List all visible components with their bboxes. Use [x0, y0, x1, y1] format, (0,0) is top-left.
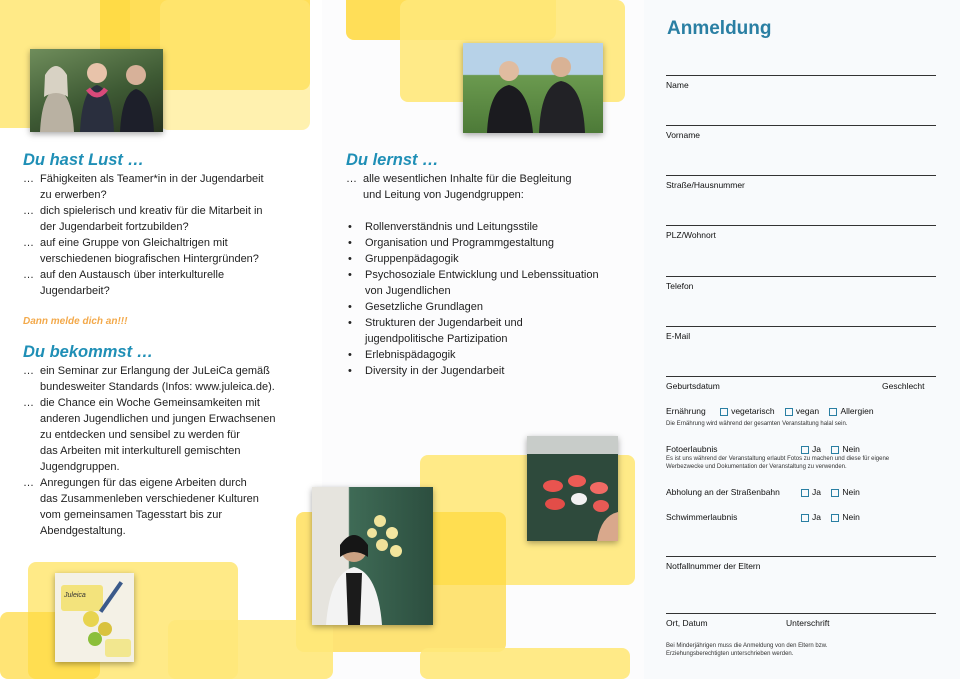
deco-yellow: [168, 620, 333, 679]
list-item: von Jugendlichen: [365, 285, 451, 297]
list-item: Abendgestaltung.: [40, 525, 126, 537]
diet-row: Ernährung vegetarisch vegan Allergien: [666, 406, 874, 416]
pickup-yes-checkbox[interactable]: [801, 489, 809, 497]
heading-du-lernst: Du lernst …: [346, 151, 439, 169]
list-intro: und Leitung von Jugendgruppen:: [363, 189, 524, 201]
vorname-field[interactable]: [666, 125, 936, 126]
list-item: • Erlebnispädagogik: [348, 349, 456, 361]
allergies-checkbox[interactable]: [829, 408, 837, 416]
telefon-label: Telefon: [666, 281, 694, 291]
minor-note: Bei Minderjährigen muss die Anmeldung von den Eltern bzw. Erziehungsberechtigten unterschrieben werden.: [666, 643, 828, 657]
notes-text: Juleica: [64, 592, 86, 599]
cta-anmelden: Dann melde dich an!!!: [23, 316, 128, 327]
vegetarian-checkbox[interactable]: [720, 408, 728, 416]
list-item: … dich spielerisch und kreativ für die Mitarbeit in: [23, 205, 263, 217]
list-item: das Zusammenleben verschiedener Kulturen: [40, 493, 259, 505]
panel-form: [644, 0, 960, 679]
list-item: … auf den Austausch über interkulturelle: [23, 269, 225, 281]
diet-note: Die Ernährung wird während der gesamten Veranstaltung halal sein.: [666, 421, 848, 427]
email-label: E-Mail: [666, 331, 691, 341]
photo-group-women: [30, 49, 163, 132]
list-du-bekommst: [23, 363, 318, 539]
swim-label: Schwimmerlaubnis: [666, 512, 738, 522]
list-item: anderen Jugendlichen und jungen Erwachsenen: [40, 413, 276, 425]
place-date-label: Ort, Datum: [666, 618, 708, 628]
birth-gender-field[interactable]: [666, 376, 936, 377]
photo-yes-checkbox[interactable]: [801, 446, 809, 454]
emergency-field[interactable]: [666, 556, 936, 557]
list-du-lernst: [346, 171, 641, 379]
signature-label: Unterschrift: [786, 618, 830, 628]
name-field[interactable]: [666, 75, 936, 76]
photo-young-men-outdoor: [463, 43, 603, 133]
list-item: jugendpolitische Partizipation: [365, 333, 508, 345]
list-item: verschiedenen biografischen Hintergründen?: [40, 253, 259, 265]
list-item: • Strukturen der Jugendarbeit und: [348, 317, 523, 329]
swim-no-checkbox[interactable]: [831, 514, 839, 522]
photo-no-checkbox[interactable]: [831, 446, 839, 454]
list-item: Jugendarbeit?: [40, 285, 110, 297]
telefon-field[interactable]: [666, 276, 936, 277]
pickup-label: Abholung an der Straßenbahn: [666, 487, 780, 497]
list-item: … die Chance ein Woche Gemeinsamkeiten mit: [23, 397, 260, 409]
photo-permission-label: Fotoerlaubnis: [666, 444, 718, 454]
swim-options: Ja Nein: [793, 512, 860, 522]
photo-permission-options: Ja Nein: [793, 444, 860, 454]
list-item: … Anregungen für das eigene Arbeiten durch: [23, 477, 247, 489]
photo-woman-board: [312, 487, 433, 625]
list-item: • Organisation und Programmgestaltung: [348, 237, 554, 249]
strasse-field[interactable]: [666, 175, 936, 176]
name-label: Name: [666, 80, 689, 90]
heading-du-bekommst: Du bekommst …: [23, 343, 154, 361]
list-item: Jugendgruppen.: [40, 461, 120, 473]
list-item: • Rollenverständnis und Leitungsstile: [348, 221, 539, 233]
birth-label: Geburtsdatum: [666, 381, 720, 391]
plz-wohnort-label: PLZ/Wohnort: [666, 230, 716, 240]
list-item: zu erwerben?: [40, 189, 107, 201]
swim-yes-checkbox[interactable]: [801, 514, 809, 522]
list-item: … Fähigkeiten als Teamer*in in der Jugendarbeit: [23, 173, 264, 185]
heading-du-hast-lust: Du hast Lust …: [23, 151, 145, 169]
list-item: zu entdecken und sensibel zu werden für: [40, 429, 240, 441]
list-item: der Jugendarbeit fortzubilden?: [40, 221, 189, 233]
list-item: • Gesetzliche Grundlagen: [348, 301, 484, 313]
photo-board-dots: [527, 436, 618, 541]
list-du-hast-lust: [23, 171, 318, 299]
emergency-label: Notfallnummer der Eltern: [666, 561, 761, 571]
vorname-label: Vorname: [666, 130, 701, 140]
gender-label: Geschlecht: [882, 381, 925, 391]
email-field[interactable]: [666, 326, 936, 327]
photo-juleica-notes: [55, 573, 134, 662]
list-item: • Psychosoziale Entwicklung und Lebenssituation: [348, 269, 599, 281]
deco-yellow: [160, 0, 310, 130]
list-item: … auf eine Gruppe von Gleichaltrigen mit: [23, 237, 228, 249]
deco-yellow: [420, 648, 630, 679]
list-item: … ein Seminar zur Erlangung der JuLeiCa gemäß: [23, 365, 270, 377]
vegan-checkbox[interactable]: [785, 408, 793, 416]
list-item: • Gruppenpädagogik: [348, 253, 459, 265]
list-item: das Arbeiten mit interkulturell gemischten: [40, 445, 241, 457]
strasse-label: Straße/Hausnummer: [666, 180, 745, 190]
list-item: • Diversity in der Jugendarbeit: [348, 365, 505, 377]
list-item: vom gemeinsamen Tagesstart bis zur: [40, 509, 222, 521]
list-intro: … alle wesentlichen Inhalte für die Begleitung: [346, 173, 572, 185]
plz-wohnort-field[interactable]: [666, 225, 936, 226]
signature-field[interactable]: [666, 613, 936, 614]
pickup-options: Ja Nein: [793, 487, 860, 497]
form-title: Anmeldung: [667, 18, 772, 39]
pickup-no-checkbox[interactable]: [831, 489, 839, 497]
photo-note: Es ist uns während der Veranstaltung erlaubt Fotos zu machen und diese für eigene Werbezwecke und Dokumentation der Veranstaltung zu verwenden.: [666, 456, 890, 470]
list-item: bundesweiter Standards (Infos: www.juleica.de).: [40, 381, 275, 393]
